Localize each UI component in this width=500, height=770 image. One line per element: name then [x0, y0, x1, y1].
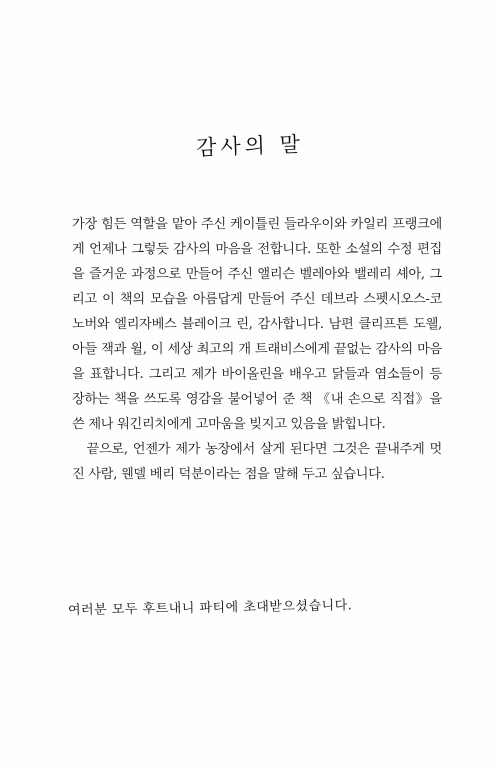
paragraph-1: 가장 힘든 역할을 맡아 주신 케이틀린 들라우이와 카일리 프랭크에게 언제나 그렇듯 감사의 마음을 전합니다. 또한 소설의 수정 편집을 즐거운 과정으로 만들어 주신 앨리슨 벨레아와 밸레리 셰아, 그리고 이 책의 모습을 아름답게 만들어 주신 데브라 스펫시오스-코노버와 엘리자베스 블레이크 린, 감사합니다. 남편 클리프튼 도웰, 아들 잭과 윌, 이 세상 최고의 개 트래비스에게 끝없는 감사의 마음을 표합니다. 그리고 제가 바이올린을 배우고 닭들과 염소들이 등장하는 책을 쓰도록 영감을 불어넣어 준 책 《내 손으로 직접》을 쓴 제나 워긴리치에게 고마움을 빚지고 있음을 밝힙니다. — [72, 217, 442, 432]
handwritten-closing-note: 여러분 모두 후트내니 파티에 초대받으셨습니다. — [67, 598, 353, 619]
acknowledgments-body — [72, 212, 442, 487]
paragraph-2: 끝으로, 언젠가 제가 농장에서 살게 된다면 그것은 끝내주게 멋진 사람, 웬델 베리 덕분이라는 점을 말해 두고 싶습니다. — [72, 442, 442, 482]
page-title: 감사의 말 — [195, 132, 305, 160]
